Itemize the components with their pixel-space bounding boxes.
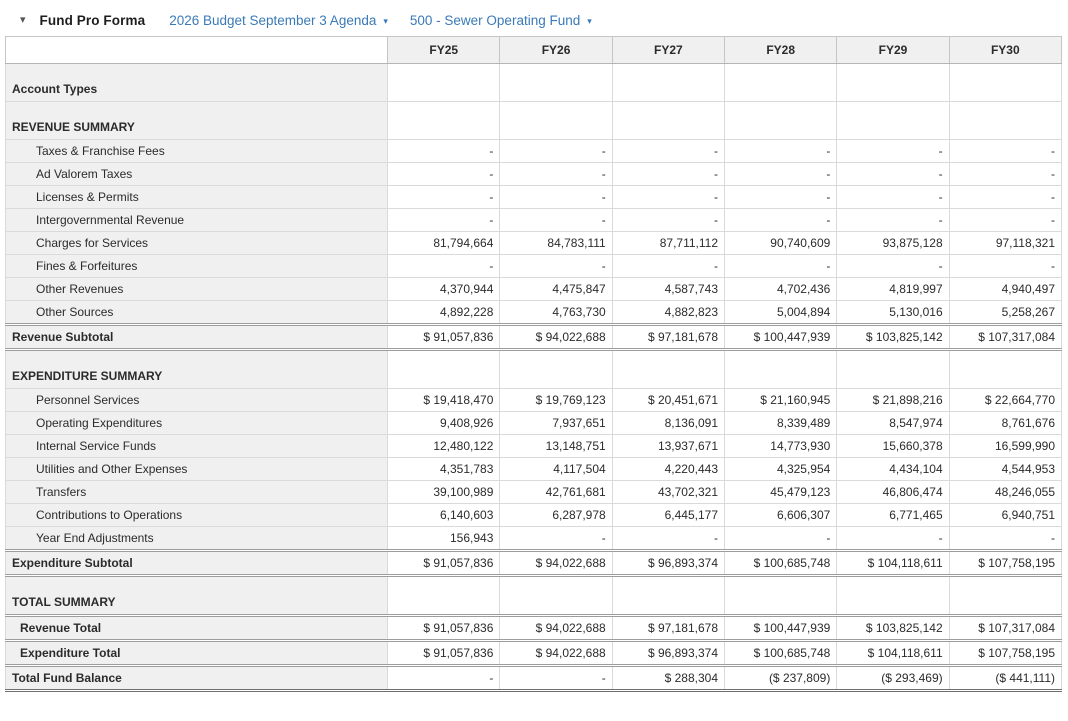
value-cell: - bbox=[949, 527, 1061, 551]
value-cell bbox=[612, 350, 724, 389]
fund-dropdown-label: 500 - Sewer Operating Fund bbox=[409, 13, 581, 28]
value-cell bbox=[500, 102, 612, 140]
value-cell: - bbox=[388, 140, 500, 163]
row-label: Intergovernmental Revenue bbox=[6, 209, 388, 232]
value-cell: 13,148,751 bbox=[500, 435, 612, 458]
value-cell bbox=[725, 350, 837, 389]
column-header-fy27: FY27 bbox=[612, 37, 724, 64]
value-cell: 5,004,894 bbox=[725, 301, 837, 325]
value-cell: $ 103,825,142 bbox=[837, 616, 949, 641]
value-cell: 4,325,954 bbox=[725, 458, 837, 481]
value-cell: $ 107,758,195 bbox=[949, 641, 1061, 666]
table-row bbox=[6, 481, 1062, 504]
value-cell: - bbox=[725, 255, 837, 278]
value-cell bbox=[388, 576, 500, 616]
value-cell: - bbox=[612, 186, 724, 209]
value-cell bbox=[500, 64, 612, 102]
corner-header-cell bbox=[6, 37, 388, 64]
value-cell: - bbox=[612, 209, 724, 232]
value-cell bbox=[949, 102, 1061, 140]
value-cell: ($ 293,469) bbox=[837, 666, 949, 691]
table-body bbox=[6, 64, 1062, 691]
value-cell: - bbox=[500, 255, 612, 278]
value-cell: - bbox=[500, 140, 612, 163]
value-cell: - bbox=[837, 527, 949, 551]
value-cell bbox=[725, 64, 837, 102]
value-cell: - bbox=[949, 255, 1061, 278]
value-cell bbox=[837, 64, 949, 102]
row-label: Operating Expenditures bbox=[6, 412, 388, 435]
value-cell: 15,660,378 bbox=[837, 435, 949, 458]
value-cell bbox=[949, 350, 1061, 389]
value-cell: 87,711,112 bbox=[612, 232, 724, 255]
value-cell: - bbox=[500, 527, 612, 551]
table-row bbox=[6, 64, 1062, 102]
row-label: Revenue Subtotal bbox=[6, 325, 388, 350]
value-cell: 39,100,989 bbox=[388, 481, 500, 504]
value-cell: - bbox=[949, 209, 1061, 232]
table-row bbox=[6, 350, 1062, 389]
row-label: Transfers bbox=[6, 481, 388, 504]
row-label: EXPENDITURE SUMMARY bbox=[6, 350, 388, 389]
chevron-down-icon: ▾ bbox=[383, 16, 388, 26]
row-label: Ad Valorem Taxes bbox=[6, 163, 388, 186]
value-cell: 14,773,930 bbox=[725, 435, 837, 458]
value-cell bbox=[388, 350, 500, 389]
value-cell bbox=[388, 102, 500, 140]
value-cell: 97,118,321 bbox=[949, 232, 1061, 255]
table-row bbox=[6, 576, 1062, 616]
value-cell bbox=[500, 576, 612, 616]
column-header-fy30: FY30 bbox=[949, 37, 1061, 64]
value-cell: - bbox=[725, 209, 837, 232]
value-cell: $ 21,898,216 bbox=[837, 389, 949, 412]
value-cell: 4,819,997 bbox=[837, 278, 949, 301]
value-cell: 4,940,497 bbox=[949, 278, 1061, 301]
value-cell: $ 107,758,195 bbox=[949, 551, 1061, 576]
value-cell: 4,702,436 bbox=[725, 278, 837, 301]
value-cell: - bbox=[500, 186, 612, 209]
value-cell: 4,763,730 bbox=[500, 301, 612, 325]
column-header-fy26: FY26 bbox=[500, 37, 612, 64]
value-cell bbox=[837, 350, 949, 389]
table-row bbox=[6, 641, 1062, 666]
row-label: Internal Service Funds bbox=[6, 435, 388, 458]
value-cell: 9,408,926 bbox=[388, 412, 500, 435]
value-cell: - bbox=[725, 163, 837, 186]
value-cell: $ 19,418,470 bbox=[388, 389, 500, 412]
value-cell: $ 96,893,374 bbox=[612, 551, 724, 576]
value-cell bbox=[725, 102, 837, 140]
value-cell: - bbox=[837, 255, 949, 278]
value-cell: 4,544,953 bbox=[949, 458, 1061, 481]
table-row bbox=[6, 458, 1062, 481]
value-cell bbox=[725, 576, 837, 616]
table-row bbox=[6, 325, 1062, 350]
value-cell: $ 91,057,836 bbox=[388, 641, 500, 666]
value-cell: ($ 441,111) bbox=[949, 666, 1061, 691]
value-cell: $ 94,022,688 bbox=[500, 616, 612, 641]
value-cell: $ 100,447,939 bbox=[725, 325, 837, 350]
value-cell: $ 100,685,748 bbox=[725, 551, 837, 576]
chevron-down-icon: ▾ bbox=[587, 16, 592, 26]
value-cell: - bbox=[725, 186, 837, 209]
value-cell: $ 91,057,836 bbox=[388, 616, 500, 641]
value-cell bbox=[949, 64, 1061, 102]
row-label: Expenditure Subtotal bbox=[6, 551, 388, 576]
table-row bbox=[6, 232, 1062, 255]
value-cell: $ 94,022,688 bbox=[500, 325, 612, 350]
value-cell: 4,117,504 bbox=[500, 458, 612, 481]
value-cell: 4,220,443 bbox=[612, 458, 724, 481]
row-label: Other Revenues bbox=[6, 278, 388, 301]
row-label: Contributions to Operations bbox=[6, 504, 388, 527]
value-cell: - bbox=[949, 163, 1061, 186]
value-cell: - bbox=[837, 209, 949, 232]
value-cell: 81,794,664 bbox=[388, 232, 500, 255]
value-cell: - bbox=[612, 140, 724, 163]
value-cell: 43,702,321 bbox=[612, 481, 724, 504]
table-row bbox=[6, 186, 1062, 209]
row-label: REVENUE SUMMARY bbox=[6, 102, 388, 140]
value-cell: - bbox=[500, 163, 612, 186]
column-header-fy28: FY28 bbox=[725, 37, 837, 64]
value-cell: 46,806,474 bbox=[837, 481, 949, 504]
value-cell: 4,882,823 bbox=[612, 301, 724, 325]
value-cell: - bbox=[837, 163, 949, 186]
value-cell: - bbox=[388, 186, 500, 209]
value-cell: 4,370,944 bbox=[388, 278, 500, 301]
value-cell: - bbox=[612, 163, 724, 186]
table-row bbox=[6, 163, 1062, 186]
table-row bbox=[6, 301, 1062, 325]
value-cell bbox=[837, 102, 949, 140]
value-cell: - bbox=[388, 666, 500, 691]
value-cell: 12,480,122 bbox=[388, 435, 500, 458]
table-row bbox=[6, 209, 1062, 232]
budget-dropdown-label: 2026 Budget September 3 Agenda bbox=[169, 13, 377, 28]
row-label: Year End Adjustments bbox=[6, 527, 388, 551]
value-cell bbox=[500, 350, 612, 389]
table-row bbox=[6, 504, 1062, 527]
row-label: Account Types bbox=[6, 64, 388, 102]
column-header-fy25: FY25 bbox=[388, 37, 500, 64]
fund-proforma-table bbox=[5, 36, 1062, 692]
value-cell: - bbox=[388, 163, 500, 186]
value-cell: 16,599,990 bbox=[949, 435, 1061, 458]
table-row bbox=[6, 389, 1062, 412]
collapse-chevron-icon[interactable]: ▾ bbox=[20, 14, 26, 26]
value-cell: - bbox=[725, 140, 837, 163]
value-cell: $ 97,181,678 bbox=[612, 616, 724, 641]
row-label: Taxes & Franchise Fees bbox=[6, 140, 388, 163]
table-row bbox=[6, 527, 1062, 551]
value-cell: $ 94,022,688 bbox=[500, 641, 612, 666]
value-cell: $ 21,160,945 bbox=[725, 389, 837, 412]
table-row bbox=[6, 255, 1062, 278]
value-cell: 93,875,128 bbox=[837, 232, 949, 255]
value-cell: - bbox=[949, 140, 1061, 163]
table-row bbox=[6, 102, 1062, 140]
value-cell: $ 91,057,836 bbox=[388, 325, 500, 350]
value-cell: $ 94,022,688 bbox=[500, 551, 612, 576]
value-cell: - bbox=[612, 255, 724, 278]
value-cell: 4,587,743 bbox=[612, 278, 724, 301]
value-cell: 84,783,111 bbox=[500, 232, 612, 255]
row-label: Licenses & Permits bbox=[6, 186, 388, 209]
table-row bbox=[6, 412, 1062, 435]
value-cell: 13,937,671 bbox=[612, 435, 724, 458]
budget-dropdown[interactable] bbox=[169, 13, 388, 28]
value-cell: $ 104,118,611 bbox=[837, 641, 949, 666]
fund-dropdown[interactable] bbox=[410, 13, 592, 28]
value-cell: 42,761,681 bbox=[500, 481, 612, 504]
value-cell: 6,445,177 bbox=[612, 504, 724, 527]
value-cell: 6,940,751 bbox=[949, 504, 1061, 527]
value-cell: - bbox=[388, 255, 500, 278]
value-cell: - bbox=[949, 186, 1061, 209]
row-label: Revenue Total bbox=[6, 616, 388, 641]
value-cell: - bbox=[612, 527, 724, 551]
column-header-fy29: FY29 bbox=[837, 37, 949, 64]
value-cell: 6,606,307 bbox=[725, 504, 837, 527]
table-row bbox=[6, 278, 1062, 301]
value-cell: 5,130,016 bbox=[837, 301, 949, 325]
value-cell: 4,475,847 bbox=[500, 278, 612, 301]
value-cell: $ 22,664,770 bbox=[949, 389, 1061, 412]
value-cell: 156,943 bbox=[388, 527, 500, 551]
row-label: Utilities and Other Expenses bbox=[6, 458, 388, 481]
value-cell: 6,287,978 bbox=[500, 504, 612, 527]
value-cell bbox=[388, 64, 500, 102]
value-cell bbox=[612, 576, 724, 616]
value-cell bbox=[837, 576, 949, 616]
row-label: Fines & Forfeitures bbox=[6, 255, 388, 278]
value-cell: 45,479,123 bbox=[725, 481, 837, 504]
row-label: Personnel Services bbox=[6, 389, 388, 412]
value-cell: $ 96,893,374 bbox=[612, 641, 724, 666]
value-cell: $ 19,769,123 bbox=[500, 389, 612, 412]
value-cell: $ 103,825,142 bbox=[837, 325, 949, 350]
value-cell: - bbox=[500, 666, 612, 691]
value-cell: - bbox=[837, 140, 949, 163]
value-cell: - bbox=[500, 209, 612, 232]
row-label: Other Sources bbox=[6, 301, 388, 325]
value-cell: 4,892,228 bbox=[388, 301, 500, 325]
value-cell: ($ 237,809) bbox=[725, 666, 837, 691]
value-cell: 8,761,676 bbox=[949, 412, 1061, 435]
value-cell bbox=[949, 576, 1061, 616]
page-header bbox=[0, 0, 1068, 36]
page-title: Fund Pro Forma bbox=[39, 13, 146, 28]
value-cell: 90,740,609 bbox=[725, 232, 837, 255]
value-cell: 6,140,603 bbox=[388, 504, 500, 527]
value-cell bbox=[612, 64, 724, 102]
value-cell: 5,258,267 bbox=[949, 301, 1061, 325]
value-cell: 7,937,651 bbox=[500, 412, 612, 435]
value-cell: $ 107,317,084 bbox=[949, 616, 1061, 641]
value-cell: $ 100,685,748 bbox=[725, 641, 837, 666]
value-cell: 6,771,465 bbox=[837, 504, 949, 527]
table-row bbox=[6, 616, 1062, 641]
row-label: TOTAL SUMMARY bbox=[6, 576, 388, 616]
value-cell: 8,547,974 bbox=[837, 412, 949, 435]
value-cell: $ 107,317,084 bbox=[949, 325, 1061, 350]
value-cell: - bbox=[725, 527, 837, 551]
value-cell: $ 97,181,678 bbox=[612, 325, 724, 350]
value-cell: - bbox=[388, 209, 500, 232]
value-cell: 4,351,783 bbox=[388, 458, 500, 481]
value-cell: 48,246,055 bbox=[949, 481, 1061, 504]
table-row bbox=[6, 140, 1062, 163]
table-row bbox=[6, 435, 1062, 458]
value-cell: $ 288,304 bbox=[612, 666, 724, 691]
value-cell: $ 100,447,939 bbox=[725, 616, 837, 641]
value-cell: 8,339,489 bbox=[725, 412, 837, 435]
value-cell: - bbox=[837, 186, 949, 209]
value-cell: $ 104,118,611 bbox=[837, 551, 949, 576]
value-cell bbox=[612, 102, 724, 140]
row-label: Total Fund Balance bbox=[6, 666, 388, 691]
column-header-row bbox=[6, 37, 1062, 64]
value-cell: $ 20,451,671 bbox=[612, 389, 724, 412]
table-row bbox=[6, 551, 1062, 576]
table-row bbox=[6, 666, 1062, 691]
value-cell: 8,136,091 bbox=[612, 412, 724, 435]
value-cell: $ 91,057,836 bbox=[388, 551, 500, 576]
row-label: Expenditure Total bbox=[6, 641, 388, 666]
value-cell: 4,434,104 bbox=[837, 458, 949, 481]
row-label: Charges for Services bbox=[6, 232, 388, 255]
